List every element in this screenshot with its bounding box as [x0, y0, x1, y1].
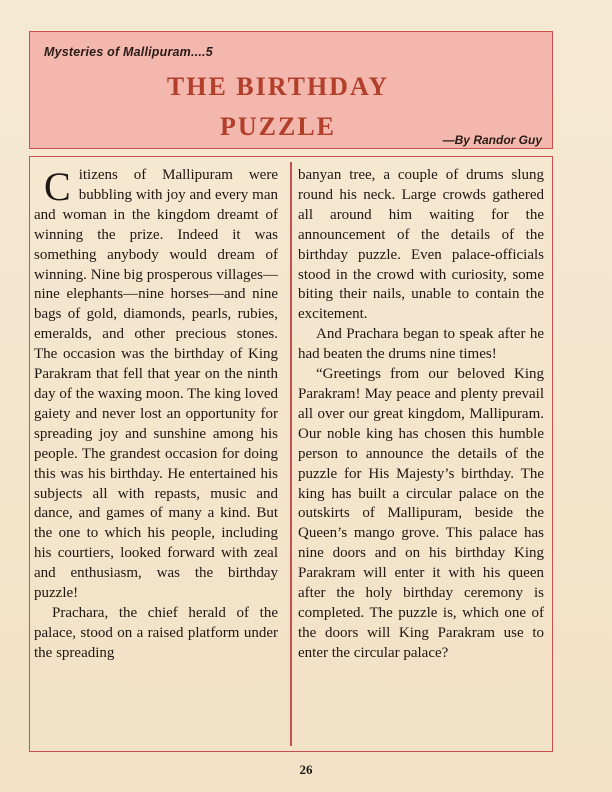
left-paragraph-1-text: itizens of Mallipuram were bubbling with joy and every man and woman in the kingdom dreamt of winning the prize. Indeed it was something anybody would dream of winning. Nine big prosperous villages—nine elephants—nine horses—and nine bags of gold, diamonds, pearls, rubies, emeralds, and other precious stones. The occasion was the birthday of King Parakram that fell that year on the ninth day of the waxing moon. The king loved gaiety and never lost an opportunity for spreading joy and sunshine among his people. The grandest occasion for doing this was his birthday. He entertained his subjects all with repasts, music and dance, and games of many a kind. But the one to which his people, including his courtiers, looked forward with zeal and enthusiasm, was the birthday puzzle!: [34, 167, 278, 602]
story-title-line-2: PUZZLE: [219, 112, 337, 141]
column-divider: [290, 162, 292, 746]
right-paragraph-2: And Prachara began to speak after he had beaten the drums nine times!: [298, 326, 544, 363]
right-paragraph-1: banyan tree, a couple of drums slung round his neck. Large crowds gathered all around him waiting for the announcement of the details of the birthday puzzle. Even palace-officials stood in the crowd with curiosity, some biting their nails, unable to contain the excitement.: [298, 167, 544, 323]
page-number: 26: [299, 762, 313, 777]
series-label: Mysteries of Mallipuram....5: [44, 45, 213, 59]
left-paragraph-1: [34, 166, 278, 604]
author-byline: —By Randor Guy: [442, 133, 542, 147]
drop-cap: C: [44, 164, 71, 209]
right-paragraph-3: “Greetings from our beloved King Parakram! May peace and plenty prevail all over our great kingdom, Mallipuram. Our noble king has chosen this humble person to announce the details of the puzzle for His Majesty’s birthday. The king has built a circular palace on the outskirts of Mallipuram, beside the Queen’s mango grove. This palace has nine doors and on his birthday King Parakram will enter it with his queen after the holy birthday ceremony is completed. The puzzle is, which one of the doors will King Parakram use to enter the circular palace?: [298, 366, 544, 661]
left-column: [34, 166, 278, 664]
left-paragraph-2: Prachara, the chief herald of the palace, stood on a raised platform under the spreading: [34, 604, 278, 661]
right-column: [298, 166, 544, 664]
story-title-line-1: THE BIRTHDAY: [166, 72, 390, 101]
